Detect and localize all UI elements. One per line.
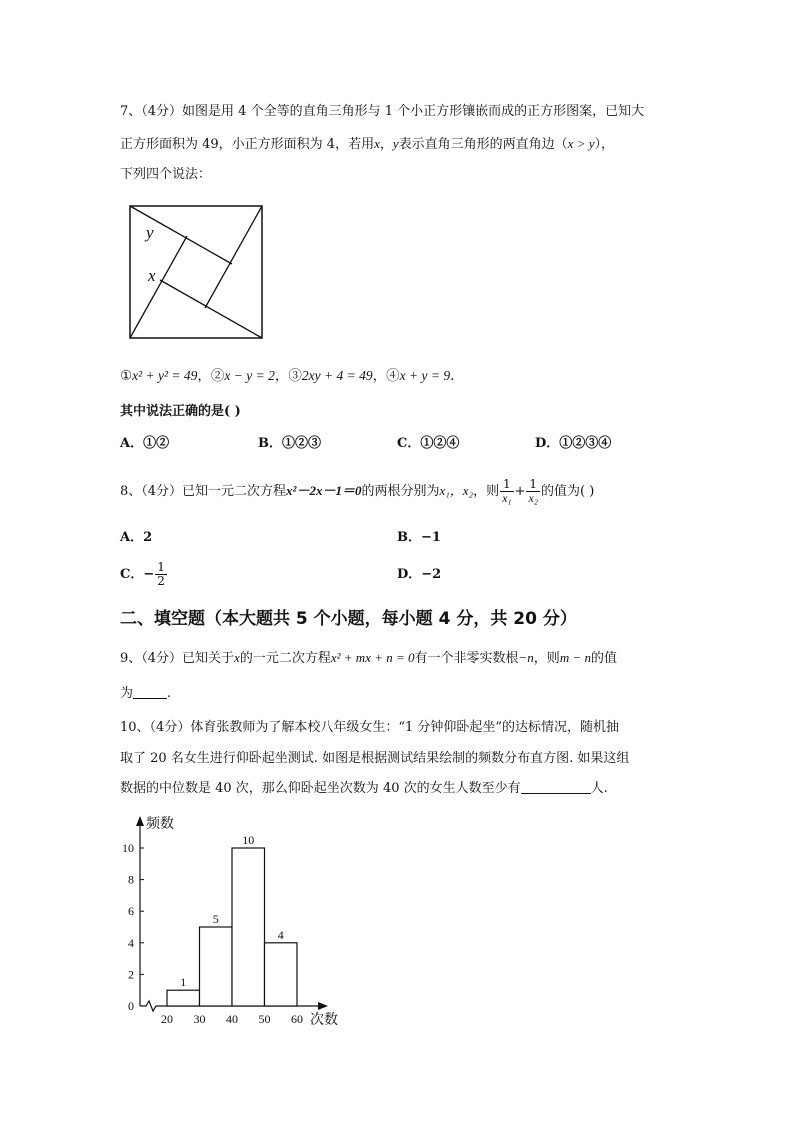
q8-stem	[120, 478, 594, 505]
q7-condition: x > y	[567, 136, 595, 151]
q7-line2-text-a: 正方形面积为 49，小正方形面积为 4，若用	[120, 137, 375, 152]
bar-value-label: 5	[212, 912, 219, 926]
q8-optC-fraction	[155, 561, 167, 588]
q8-frac2-num: 1	[526, 478, 540, 492]
stmt4: x + y = 9	[399, 368, 451, 383]
q8-roots: x₁，x₂	[439, 483, 474, 498]
bar-value-label: 4	[277, 927, 284, 942]
q9-var-x: x	[234, 650, 240, 665]
q7-option-c[interactable]: C．①②④	[397, 436, 460, 451]
bar-value-label: 1	[180, 975, 187, 990]
q8-frac1-num: 1	[500, 478, 514, 492]
y-axis-arrow	[136, 816, 144, 826]
q10-line2: 取了 20 名女生进行仰卧起坐测试. 如图是根据测试结果绘制的频数分布直方图. 如果这组	[120, 751, 630, 766]
q8-frac1-den: x₁	[502, 491, 512, 505]
stmt2-mark: ，②	[197, 368, 225, 384]
q8-frac2-den: x₂	[528, 491, 538, 505]
q8-text-a: 8、（4分）已知一元二次方程	[120, 484, 287, 499]
q8-option-b[interactable]: B．−1	[397, 530, 441, 545]
q9-text-c: 有一个非零实数根	[414, 651, 519, 666]
fig-label-x: x	[148, 266, 156, 285]
q7-line1: 7、（4分）如图是用 4 个全等的直角三角形与 1 个小正方形镶嵌而成的正方形图案，已知大	[120, 104, 645, 119]
y-tick-label: 8	[128, 872, 134, 887]
q7-line2-text-b: 表示直角三角形的两直角边（	[398, 137, 568, 152]
q10-line1: 10、（4分）体育张教师为了解本校八年级女生：“1 分钟仰卧起坐”的达标情况，随机抽	[120, 720, 620, 735]
q8-fraction-2	[526, 478, 540, 505]
y-tick-label: 10	[122, 841, 134, 855]
y-axis-title: 频数	[146, 816, 174, 832]
q7-var-y: y	[392, 136, 399, 151]
q8-text-b: 的两根分别为	[361, 484, 440, 499]
stmt3-mark: ，③	[274, 368, 302, 384]
q7-line2	[120, 134, 614, 155]
q8-fraction-1	[500, 478, 514, 505]
x-tick-label: 40	[226, 1012, 238, 1026]
q10-answer-blank[interactable]	[521, 779, 591, 794]
q10-line3-text: 数据的中位数是 40 次，那么仰卧起坐次数为 40 次的女生人数至少有	[120, 781, 521, 796]
y-tick-label: 4	[128, 935, 134, 950]
q7-line2-text-c: ），	[594, 137, 614, 152]
histogram-bar	[200, 927, 233, 1006]
q9-answer-blank[interactable]	[133, 684, 167, 699]
q7-var-x: x	[374, 136, 380, 151]
q9-text-d: ，则	[533, 651, 560, 666]
q7-sep: ，	[379, 137, 393, 152]
q10-line3-end: 人.	[590, 781, 608, 796]
x-axis-title: 次数	[310, 1012, 338, 1028]
q7-option-a[interactable]: A．①②	[120, 436, 170, 451]
stmt1-mark: ①	[120, 368, 133, 384]
stmt1: x² + y² = 49	[132, 368, 198, 383]
stmt3: 2xy + 4 = 49	[301, 368, 373, 383]
q9-line1	[120, 648, 617, 669]
q8-option-d[interactable]: D．−2	[397, 567, 442, 582]
q8-plus: +	[514, 484, 526, 499]
triangle-edge-bottom	[160, 280, 262, 338]
q8-optC-num: 1	[157, 560, 165, 574]
y-tick-label: 2	[128, 967, 134, 982]
q9-text-b: 的一元二次方程	[239, 651, 331, 666]
x-tick-label: 30	[193, 1012, 206, 1026]
q9-text-e: 的值	[590, 651, 617, 666]
q8-option-c[interactable]	[120, 560, 168, 590]
q7-option-d[interactable]: D．①②③④	[535, 436, 612, 451]
pinwheel-figure	[128, 204, 266, 342]
y-tick-label: 0	[128, 999, 134, 1013]
q7-statements	[120, 366, 454, 386]
q9-line2-end: .	[167, 686, 172, 701]
q8-text-d: 的值为( )	[540, 484, 595, 499]
q9-text-a: 9、（4分）已知关于	[120, 651, 235, 666]
q8-optC-den: 2	[157, 574, 165, 588]
x-tick-label: 60	[291, 1012, 303, 1026]
q8-text-c: ，则	[473, 484, 500, 499]
fig-label-y: y	[146, 223, 154, 242]
triangle-edge-left	[130, 236, 187, 338]
stmt-end: .	[450, 368, 455, 384]
triangle-edge-right	[205, 206, 262, 308]
x-tick-label: 50	[258, 1012, 271, 1026]
section-title-fill-in: 二、填空题（本大题共 5 个小题，每小题 4 分，共 20 分）	[120, 609, 577, 629]
q8-option-a[interactable]: A．2	[120, 530, 153, 545]
histogram-bar	[167, 990, 200, 1006]
bar-value-label: 10	[242, 833, 255, 847]
stmt4-mark: ，④	[372, 368, 400, 384]
histogram-bar	[232, 848, 265, 1006]
q10-line3	[120, 779, 608, 799]
q9-equation: x² + mx + n = 0	[330, 650, 415, 665]
q9-line2-text: 为	[120, 686, 134, 701]
q9-root: −n	[518, 650, 534, 665]
q9-expr: m − n	[559, 650, 591, 665]
x-tick-label: 20	[161, 1012, 173, 1026]
q8-equation: x²－2x－1＝0	[286, 483, 362, 498]
y-tick-label: 6	[128, 904, 134, 919]
q9-line2	[120, 684, 171, 704]
x-axis-arrow	[318, 1002, 328, 1010]
q8-optC-label: C．−	[120, 567, 155, 582]
q7-line3: 下列四个说法：	[120, 167, 212, 182]
histogram-chart	[110, 810, 360, 1030]
stmt2: x − y = 2	[224, 368, 275, 383]
q7-option-b[interactable]: B．①②③	[258, 436, 321, 451]
q7-question: 其中说法正确的是( )	[120, 404, 241, 419]
histogram-bar	[265, 943, 298, 1006]
